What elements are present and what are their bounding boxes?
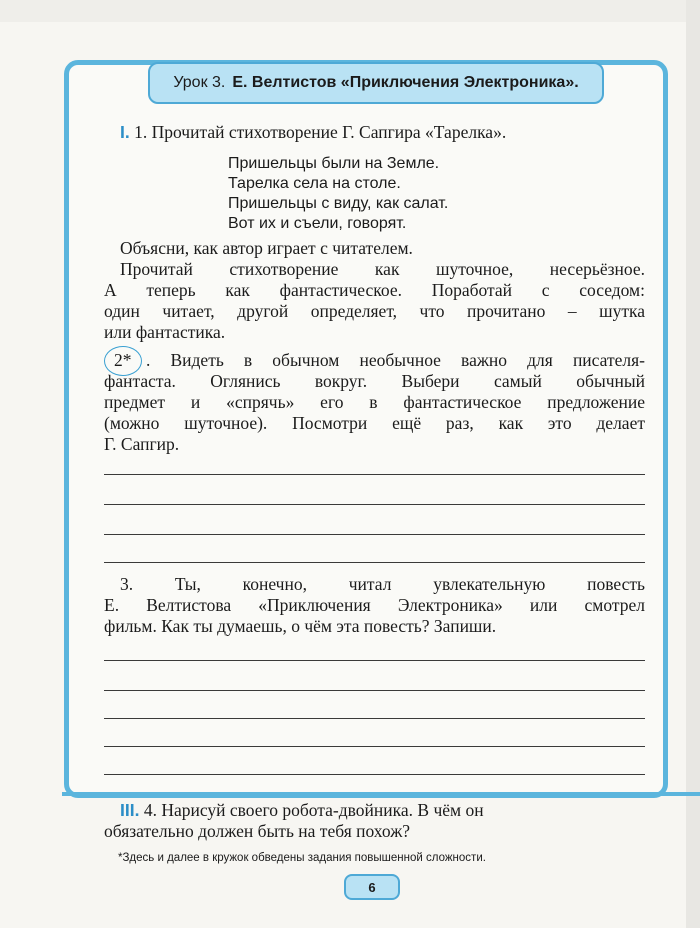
- poem: [228, 154, 448, 234]
- section-marker: I.: [120, 122, 130, 142]
- task4-text: 4. Нарисуй своего робота-двойника. В чём он: [143, 800, 484, 820]
- task4-line1: [120, 800, 484, 821]
- answer-line[interactable]: [104, 746, 645, 747]
- page-edge: [686, 0, 700, 928]
- lesson-title-bar: [148, 62, 604, 104]
- task2-line: Г. Сапгир.: [104, 434, 180, 454]
- task2-number: 2*: [114, 350, 132, 370]
- task3-line: Е. Велтистова «Приключения Электроника» или смотрел: [104, 595, 645, 615]
- lesson-number: Урок 3.: [173, 74, 226, 91]
- poem-line: Тарелка села на столе.: [228, 175, 401, 192]
- task2-line: . Видеть в обычном необычное важно для писателя-: [146, 350, 645, 370]
- task1-para2-line: один читает, другой определяет, что прочитано – шутка: [104, 301, 645, 321]
- page-number: 6: [344, 874, 400, 900]
- task1-text: 1. Прочитай стихотворение Г. Сапгира «Тарелка».: [134, 122, 507, 142]
- answer-line[interactable]: [104, 534, 645, 535]
- answer-line[interactable]: [104, 690, 645, 691]
- section-marker: III.: [120, 800, 140, 820]
- answer-line[interactable]: [104, 718, 645, 719]
- poem-line: Пришельцы были на Земле.: [228, 155, 440, 172]
- task1-heading: [120, 122, 506, 143]
- poem-line: Вот их и съели, говорят.: [228, 215, 407, 232]
- task1-para2-line: или фантастика.: [104, 322, 226, 342]
- section-divider: [62, 792, 700, 796]
- answer-line[interactable]: [104, 660, 645, 661]
- answer-line[interactable]: [104, 562, 645, 563]
- task1-para1: Объясни, как автор играет с читателем.: [120, 238, 413, 258]
- answer-line[interactable]: [104, 474, 645, 475]
- task4-line2: обязательно должен быть на тебя похож?: [104, 821, 411, 841]
- task3-line: 3. Ты, конечно, читал увлекательную повесть: [120, 574, 645, 594]
- task2-line: предмет и «спрячь» его в фантастическое предложение: [104, 392, 645, 412]
- answer-line[interactable]: [104, 504, 645, 505]
- task2-line: (можно шуточное). Посмотри ещё раз, как это делает: [104, 413, 645, 433]
- answer-line[interactable]: [104, 774, 645, 775]
- page-top-margin: [0, 0, 700, 22]
- task2-line: фантаста. Оглянись вокруг. Выбери самый обычный: [104, 371, 645, 391]
- task1-para2-line: А теперь как фантастическое. Поработай с соседом:: [104, 280, 645, 300]
- footnote: *Здесь и далее в кружок обведены задания повышенной сложности.: [118, 852, 486, 864]
- task1-para2-line: Прочитай стихотворение как шуточное, несерьёзное.: [120, 259, 645, 279]
- book-title: Е. Велтистов «Приключения Электроника».: [232, 74, 579, 91]
- task3-line: фильм. Как ты думаешь, о чём эта повесть? Запиши.: [104, 616, 497, 636]
- poem-line: Пришельцы с виду, как салат.: [228, 195, 449, 212]
